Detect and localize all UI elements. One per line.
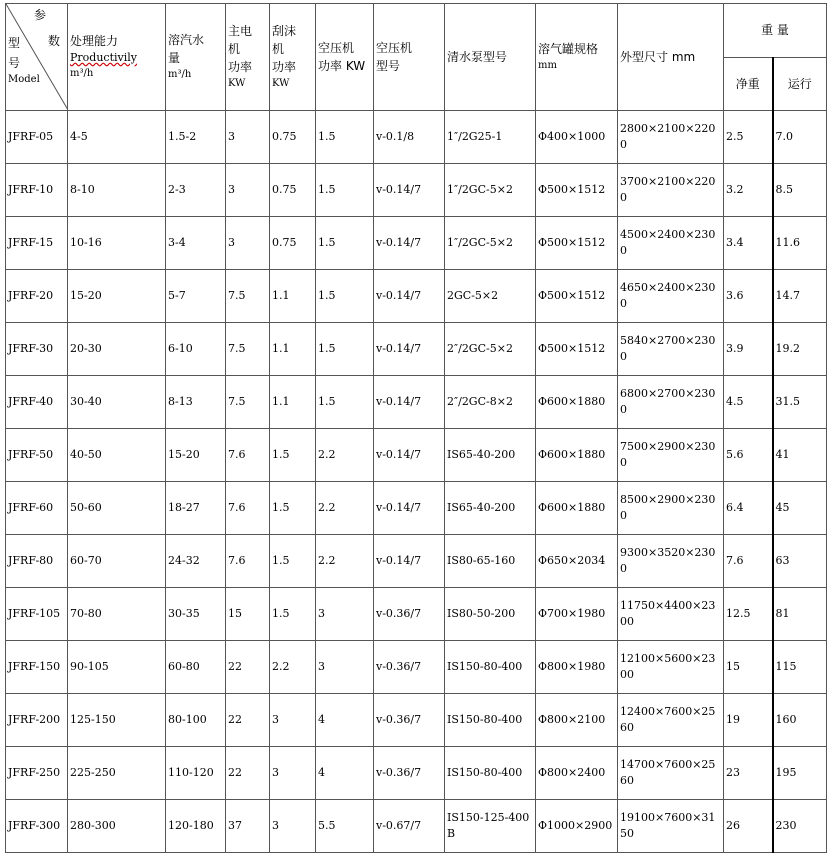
cell-compressor-model: v-0.14/7: [374, 535, 445, 588]
cell-compressor-model: v-0.36/7: [374, 641, 445, 694]
table-row: [6, 800, 827, 853]
cell-net-weight: 3.2: [724, 164, 773, 217]
cell-operating-weight: 7.0: [773, 111, 827, 164]
cell-model: JFRF-300: [6, 800, 68, 853]
cell-dimensions: 7500×2900×2300: [618, 429, 724, 482]
cell-net-weight: 2.5: [724, 111, 773, 164]
cell-scraper: 0.75: [270, 164, 316, 217]
cell-dimensions: 9300×3520×2300: [618, 535, 724, 588]
cell-net-weight: 5.6: [724, 429, 773, 482]
header-tank-label: 溶气罐规格: [538, 42, 599, 56]
cell-dissolved-air: 80-100: [166, 694, 226, 747]
header-operating-weight-label: 运行: [787, 76, 812, 91]
cell-model: JFRF-05: [6, 111, 68, 164]
cell-pump: IS80-65-160: [445, 535, 536, 588]
cell-net-weight: 7.6: [724, 535, 773, 588]
cell-model: JFRF-105: [6, 588, 68, 641]
cell-compressor-power: 1.5: [316, 376, 374, 429]
table-row: [6, 164, 827, 217]
cell-compressor-power: 2.2: [316, 535, 374, 588]
cell-dimensions: 4500×2400×2300: [618, 217, 724, 270]
header-main-motor-l1: 主电: [228, 24, 253, 38]
cell-tank: Φ600×1880: [536, 482, 618, 535]
table-row: [6, 747, 827, 800]
cell-pump: 2″/2GC-8×2: [445, 376, 536, 429]
corner-header-cell: [6, 4, 68, 111]
cell-compressor-power: 3: [316, 588, 374, 641]
cell-pump: 1″/2G25-1: [445, 111, 536, 164]
cell-scraper: 1.5: [270, 482, 316, 535]
cell-main-motor: 7.5: [226, 270, 270, 323]
header-main-motor-l2: 机: [228, 42, 241, 56]
cell-dimensions: 4650×2400×2300: [618, 270, 724, 323]
cell-compressor-model: v-0.14/7: [374, 270, 445, 323]
header-dissolved-air: [166, 4, 226, 111]
cell-dimensions: 14700×7600×2560: [618, 747, 724, 800]
cell-net-weight: 4.5: [724, 376, 773, 429]
cell-scraper: 1.1: [270, 323, 316, 376]
header-compressor-power-l1: 空压机: [318, 41, 355, 55]
table-row: [6, 323, 827, 376]
cell-main-motor: 7.5: [226, 323, 270, 376]
cell-model: JFRF-30: [6, 323, 68, 376]
cell-scraper: 2.2: [270, 641, 316, 694]
cell-model: JFRF-50: [6, 429, 68, 482]
cell-operating-weight: 31.5: [773, 376, 827, 429]
header-dimensions: [618, 4, 724, 111]
cell-main-motor: 7.6: [226, 482, 270, 535]
spec-table: [5, 3, 827, 853]
cell-compressor-model: v-0.36/7: [374, 588, 445, 641]
cell-dissolved-air: 6-10: [166, 323, 226, 376]
cell-tank: Φ600×1880: [536, 429, 618, 482]
cell-dimensions: 12100×5600×2300: [618, 641, 724, 694]
cell-tank: Φ1000×2900: [536, 800, 618, 853]
cell-main-motor: 22: [226, 641, 270, 694]
cell-operating-weight: 81: [773, 588, 827, 641]
cell-main-motor: 15: [226, 588, 270, 641]
header-main-motor-l3: 功率: [228, 60, 253, 74]
cell-main-motor: 3: [226, 111, 270, 164]
cell-pump: 1″/2GC-5×2: [445, 164, 536, 217]
cell-compressor-power: 1.5: [316, 164, 374, 217]
cell-compressor-model: v-0.14/7: [374, 429, 445, 482]
header-param-char-2: 数: [48, 34, 61, 48]
cell-scraper: 1.1: [270, 376, 316, 429]
header-compressor-power: [316, 4, 374, 111]
cell-operating-weight: 8.5: [773, 164, 827, 217]
cell-capacity: 20-30: [68, 323, 166, 376]
cell-net-weight: 15: [724, 641, 773, 694]
cell-dissolved-air: 30-35: [166, 588, 226, 641]
header-capacity: [68, 4, 166, 111]
table-row: [6, 694, 827, 747]
cell-model: JFRF-40: [6, 376, 68, 429]
cell-dimensions: 3700×2100×2200: [618, 164, 724, 217]
header-capacity-en: Productivily: [70, 51, 137, 64]
table-row: [6, 376, 827, 429]
header-compressor-model-l1: 空压机: [376, 41, 413, 55]
cell-tank: Φ500×1512: [536, 217, 618, 270]
cell-model: JFRF-10: [6, 164, 68, 217]
cell-net-weight: 3.9: [724, 323, 773, 376]
cell-pump: IS150-125-400B: [445, 800, 536, 853]
cell-compressor-power: 1.5: [316, 323, 374, 376]
cell-compressor-model: v-0.36/7: [374, 694, 445, 747]
cell-pump: IS65-40-200: [445, 429, 536, 482]
cell-dissolved-air: 1.5-2: [166, 111, 226, 164]
cell-compressor-model: v-0.67/7: [374, 800, 445, 853]
cell-scraper: 3: [270, 800, 316, 853]
cell-compressor-power: 2.2: [316, 482, 374, 535]
cell-compressor-model: v-0.14/7: [374, 323, 445, 376]
cell-compressor-power: 5.5: [316, 800, 374, 853]
cell-tank: Φ650×2034: [536, 535, 618, 588]
cell-model: JFRF-80: [6, 535, 68, 588]
cell-tank: Φ400×1000: [536, 111, 618, 164]
header-operating-weight: [773, 57, 827, 111]
cell-dimensions: 8500×2900×2300: [618, 482, 724, 535]
cell-net-weight: 23: [724, 747, 773, 800]
header-dissolved-air-l1: 溶汽水: [168, 33, 205, 47]
cell-dimensions: 11750×4400×2300: [618, 588, 724, 641]
header-net-weight-label: 净重: [735, 76, 760, 91]
cell-net-weight: 3.4: [724, 217, 773, 270]
header-dimensions-label: 外型尺寸 mm: [620, 50, 696, 64]
cell-dissolved-air: 5-7: [166, 270, 226, 323]
cell-dissolved-air: 110-120: [166, 747, 226, 800]
cell-dissolved-air: 18-27: [166, 482, 226, 535]
cell-dimensions: 5840×2700×2300: [618, 323, 724, 376]
cell-capacity: 70-80: [68, 588, 166, 641]
cell-operating-weight: 14.7: [773, 270, 827, 323]
header-dissolved-air-unit: m³/h: [168, 69, 192, 80]
cell-dissolved-air: 15-20: [166, 429, 226, 482]
cell-dissolved-air: 24-32: [166, 535, 226, 588]
header-pump: [445, 4, 536, 111]
cell-capacity: 8-10: [68, 164, 166, 217]
header-scraper: [270, 4, 316, 111]
cell-net-weight: 6.4: [724, 482, 773, 535]
cell-operating-weight: 63: [773, 535, 827, 588]
cell-compressor-model: v-0.14/7: [374, 164, 445, 217]
cell-capacity: 4-5: [68, 111, 166, 164]
cell-main-motor: 7.5: [226, 376, 270, 429]
cell-operating-weight: 230: [773, 800, 827, 853]
header-dissolved-air-l2: 量: [168, 51, 181, 65]
header-scraper-l3: 功率: [272, 60, 297, 74]
header-model-char-2: 号: [8, 56, 21, 70]
header-capacity-unit: m³/h: [70, 68, 94, 79]
header-compressor-power-l2: 功率 KW: [318, 59, 366, 73]
cell-capacity: 225-250: [68, 747, 166, 800]
cell-pump: 1″/2GC-5×2: [445, 217, 536, 270]
cell-model: JFRF-60: [6, 482, 68, 535]
cell-compressor-model: v-0.36/7: [374, 747, 445, 800]
cell-main-motor: 7.6: [226, 429, 270, 482]
cell-pump: IS150-80-400: [445, 747, 536, 800]
cell-scraper: 0.75: [270, 111, 316, 164]
cell-capacity: 50-60: [68, 482, 166, 535]
cell-dissolved-air: 3-4: [166, 217, 226, 270]
header-capacity-cn: 处理能力: [70, 34, 119, 48]
cell-tank: Φ500×1512: [536, 164, 618, 217]
cell-main-motor: 3: [226, 164, 270, 217]
cell-pump: IS80-50-200: [445, 588, 536, 641]
table-row: [6, 270, 827, 323]
cell-compressor-model: v-0.14/7: [374, 376, 445, 429]
cell-operating-weight: 11.6: [773, 217, 827, 270]
header-compressor-model: [374, 4, 445, 111]
cell-capacity: 10-16: [68, 217, 166, 270]
cell-compressor-model: v-0.14/7: [374, 217, 445, 270]
cell-compressor-power: 1.5: [316, 270, 374, 323]
cell-compressor-model: v-0.14/7: [374, 482, 445, 535]
cell-compressor-power: 4: [316, 747, 374, 800]
cell-tank: Φ700×1980: [536, 588, 618, 641]
cell-pump: IS65-40-200: [445, 482, 536, 535]
header-weight-label: 重 量: [761, 23, 789, 38]
header-net-weight: [724, 57, 773, 111]
cell-compressor-power: 4: [316, 694, 374, 747]
header-pump-label: 清水泵型号: [447, 50, 508, 64]
cell-dimensions: 2800×2100×2200: [618, 111, 724, 164]
cell-dissolved-air: 2-3: [166, 164, 226, 217]
cell-tank: Φ500×1512: [536, 270, 618, 323]
cell-main-motor: 3: [226, 217, 270, 270]
cell-capacity: 90-105: [68, 641, 166, 694]
header-model-char-1: 型: [8, 36, 21, 50]
table-row: [6, 482, 827, 535]
cell-operating-weight: 45: [773, 482, 827, 535]
cell-net-weight: 3.6: [724, 270, 773, 323]
cell-scraper: 3: [270, 694, 316, 747]
header-model-en: Model: [8, 74, 40, 85]
cell-model: JFRF-15: [6, 217, 68, 270]
cell-model: JFRF-20: [6, 270, 68, 323]
cell-operating-weight: 41: [773, 429, 827, 482]
header-param-char-1: 参: [34, 8, 47, 22]
cell-operating-weight: 115: [773, 641, 827, 694]
header-compressor-model-l2: 型号: [376, 59, 401, 73]
cell-capacity: 15-20: [68, 270, 166, 323]
cell-dimensions: 19100×7600×3150: [618, 800, 724, 853]
cell-tank: Φ500×1512: [536, 323, 618, 376]
header-row-1: [6, 4, 827, 58]
cell-capacity: 280-300: [68, 800, 166, 853]
cell-tank: Φ800×1980: [536, 641, 618, 694]
table-row: [6, 111, 827, 164]
cell-dimensions: 12400×7600×2560: [618, 694, 724, 747]
cell-tank: Φ800×2400: [536, 747, 618, 800]
cell-capacity: 30-40: [68, 376, 166, 429]
table-row: [6, 217, 827, 270]
cell-pump: IS150-80-400: [445, 641, 536, 694]
table-row: [6, 429, 827, 482]
header-scraper-l2: 机: [272, 42, 285, 56]
cell-main-motor: 22: [226, 747, 270, 800]
cell-operating-weight: 160: [773, 694, 827, 747]
cell-operating-weight: 195: [773, 747, 827, 800]
cell-scraper: 1.5: [270, 429, 316, 482]
cell-scraper: 1.1: [270, 270, 316, 323]
header-scraper-unit: KW: [272, 78, 290, 89]
cell-capacity: 60-70: [68, 535, 166, 588]
cell-compressor-power: 2.2: [316, 429, 374, 482]
table-row: [6, 641, 827, 694]
cell-tank: Φ800×2100: [536, 694, 618, 747]
cell-scraper: 1.5: [270, 588, 316, 641]
cell-model: JFRF-200: [6, 694, 68, 747]
cell-compressor-model: v-0.1/8: [374, 111, 445, 164]
cell-operating-weight: 19.2: [773, 323, 827, 376]
header-tank-unit: mm: [538, 60, 557, 71]
cell-compressor-power: 1.5: [316, 111, 374, 164]
cell-dissolved-air: 8-13: [166, 376, 226, 429]
cell-capacity: 40-50: [68, 429, 166, 482]
cell-dimensions: 6800×2700×2300: [618, 376, 724, 429]
cell-model: JFRF-250: [6, 747, 68, 800]
cell-pump: 2″/2GC-5×2: [445, 323, 536, 376]
cell-scraper: 3: [270, 747, 316, 800]
cell-net-weight: 26: [724, 800, 773, 853]
cell-dissolved-air: 120-180: [166, 800, 226, 853]
cell-main-motor: 22: [226, 694, 270, 747]
cell-net-weight: 12.5: [724, 588, 773, 641]
cell-capacity: 125-150: [68, 694, 166, 747]
cell-main-motor: 37: [226, 800, 270, 853]
header-tank: [536, 4, 618, 111]
cell-dissolved-air: 60-80: [166, 641, 226, 694]
cell-compressor-power: 1.5: [316, 217, 374, 270]
header-main-motor-unit: KW: [228, 78, 246, 89]
cell-scraper: 1.5: [270, 535, 316, 588]
table-row: [6, 588, 827, 641]
cell-main-motor: 7.6: [226, 535, 270, 588]
cell-pump: 2GC-5×2: [445, 270, 536, 323]
table-row: [6, 535, 827, 588]
cell-model: JFRF-150: [6, 641, 68, 694]
header-main-motor: [226, 4, 270, 111]
header-weight: [724, 4, 827, 58]
header-scraper-l1: 刮沫: [272, 24, 297, 38]
cell-pump: IS150-80-400: [445, 694, 536, 747]
cell-scraper: 0.75: [270, 217, 316, 270]
cell-net-weight: 19: [724, 694, 773, 747]
cell-compressor-power: 3: [316, 641, 374, 694]
cell-tank: Φ600×1880: [536, 376, 618, 429]
